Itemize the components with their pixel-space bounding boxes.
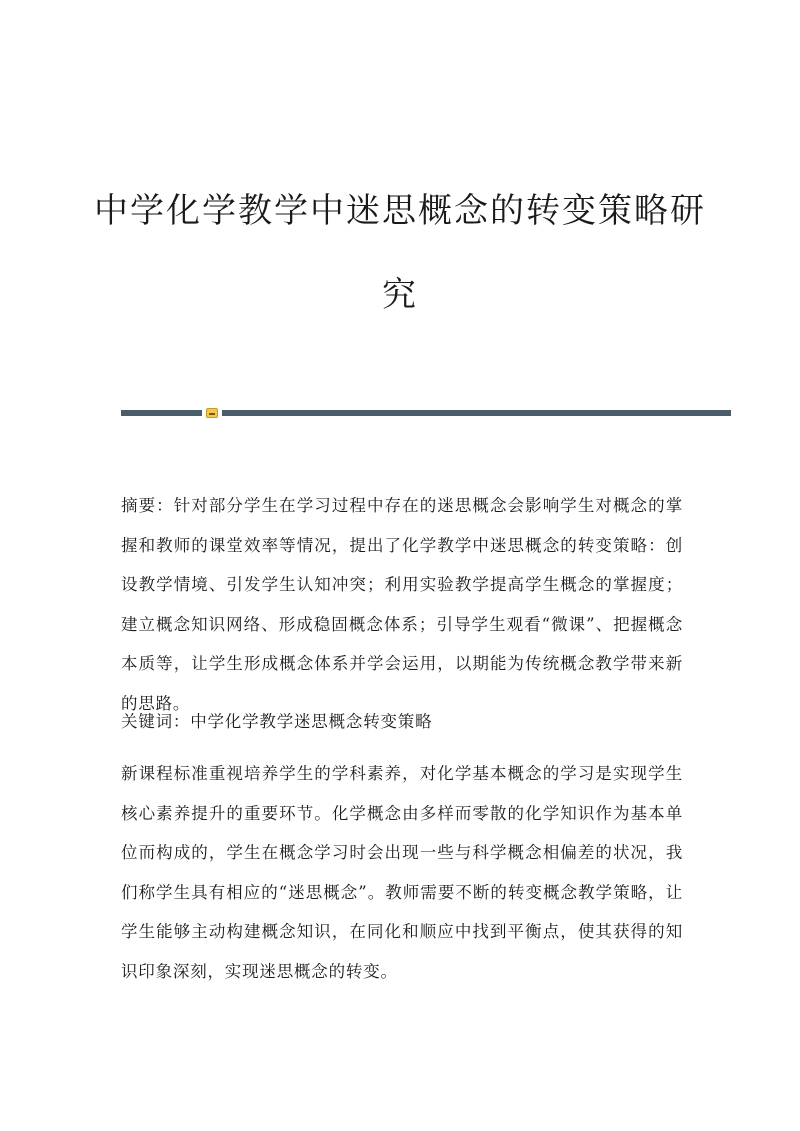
document-emblem-icon bbox=[206, 408, 218, 418]
divider-bar-left bbox=[121, 410, 202, 416]
divider-bar-right bbox=[222, 410, 731, 416]
body-paragraph: 新课程标准重视培养学生的学科素养，对化学基本概念的学习是实现学生核心素养提升的重要环节。化学概念由多样而零散的化学知识作为基本单位而构成的，学生在概念学习时会出现一些与科学概念相偏差的状况，我们称学生具有相应的“迷思概念”。教师需要不断的转变概念教学策略，让学生能够主动构建概念知识，在同化和顺应中找到平衡点，使其获得的知识印象深刻，实现迷思概念的转变。 bbox=[121, 764, 683, 981]
page-title-continuation: 究 bbox=[382, 275, 418, 315]
title-divider bbox=[121, 408, 731, 416]
keywords-line: 关键词：中学化学教学迷思概念转变策略 bbox=[121, 712, 433, 731]
abstract-paragraph: 摘要：针对部分学生在学习过程中存在的迷思概念会影响学生对概念的掌握和教师的课堂效率等情况，提出了化学教学中迷思概念的转变策略：创设教学情境、引发学生认知冲突；利用实验教学提高学生概念的掌握度；建立概念知识网络、形成稳固概念体系；引导学生观看“微课”、把握概念本质等，让学生形成概念体系并学会运用，以期能为传统概念教学带来新的思路。 bbox=[121, 496, 683, 713]
page-title: 中学化学教学中迷思概念的转变策略研 bbox=[94, 191, 706, 231]
